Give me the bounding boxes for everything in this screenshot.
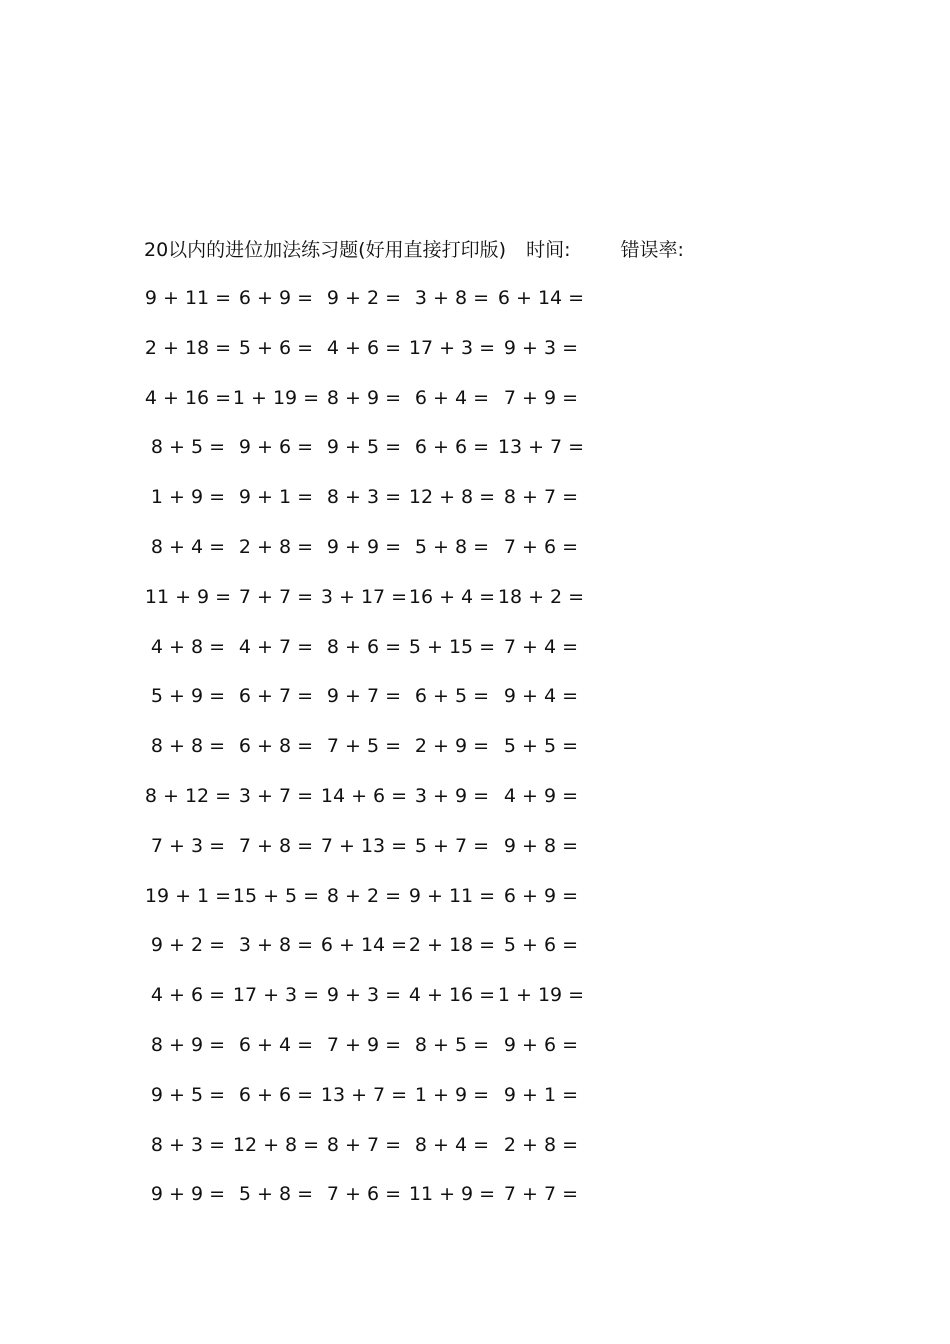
problem-grid <box>144 282 614 1228</box>
addition-problem: 7 + 6 = <box>326 1183 402 1206</box>
addition-problem: 5 + 8 = <box>238 1183 314 1206</box>
addition-problem: 7 + 9 = <box>326 1033 402 1056</box>
addition-problem: 17 + 3 = <box>408 336 496 359</box>
worksheet-title: 20以内的进位加法练习题(好用直接打印版) <box>144 239 507 261</box>
addition-problem: 12 + 8 = <box>408 486 496 509</box>
addition-problem: 4 + 9 = <box>503 784 579 807</box>
addition-problem: 9 + 5 = <box>150 1083 226 1106</box>
addition-problem: 3 + 8 = <box>414 287 490 309</box>
addition-problem: 7 + 5 = <box>326 735 402 758</box>
addition-problem: 9 + 2 = <box>150 934 226 957</box>
addition-problem: 2 + 18 = <box>144 336 232 359</box>
addition-problem: 13 + 7 = <box>320 1083 408 1106</box>
addition-problem: 19 + 1 = <box>144 884 232 907</box>
addition-problem: 8 + 4 = <box>414 1133 490 1156</box>
problem-row <box>144 929 614 979</box>
addition-problem: 9 + 11 = <box>144 287 232 309</box>
addition-problem: 9 + 9 = <box>150 1183 226 1206</box>
addition-problem: 7 + 9 = <box>503 386 579 409</box>
addition-problem: 8 + 7 = <box>503 486 579 509</box>
addition-problem: 8 + 9 = <box>150 1033 226 1056</box>
problem-row <box>144 282 614 332</box>
addition-problem: 4 + 16 = <box>144 386 232 409</box>
addition-problem: 3 + 9 = <box>414 784 490 807</box>
addition-problem: 15 + 5 = <box>232 884 320 907</box>
addition-problem: 2 + 8 = <box>238 535 314 558</box>
problem-row <box>144 1178 614 1228</box>
addition-problem: 7 + 7 = <box>503 1183 579 1206</box>
addition-problem: 8 + 2 = <box>326 884 402 907</box>
problem-row <box>144 531 614 581</box>
addition-problem: 5 + 15 = <box>408 635 496 658</box>
addition-problem: 9 + 8 = <box>503 834 579 857</box>
addition-problem: 12 + 8 = <box>232 1133 320 1156</box>
problem-row <box>144 730 614 780</box>
addition-problem: 5 + 6 = <box>503 934 579 957</box>
addition-problem: 2 + 18 = <box>408 934 496 957</box>
addition-problem: 6 + 7 = <box>238 685 314 708</box>
problem-row <box>144 1029 614 1079</box>
addition-problem: 9 + 2 = <box>326 287 402 309</box>
addition-problem: 9 + 6 = <box>238 436 314 459</box>
addition-problem: 7 + 6 = <box>503 535 579 558</box>
addition-problem: 17 + 3 = <box>232 984 320 1007</box>
addition-problem: 13 + 7 = <box>497 436 585 459</box>
time-label: 时间: <box>526 239 571 261</box>
addition-problem: 6 + 9 = <box>503 884 579 907</box>
addition-problem: 2 + 9 = <box>414 735 490 758</box>
addition-problem: 3 + 7 = <box>238 784 314 807</box>
addition-problem: 7 + 13 = <box>320 834 408 857</box>
addition-problem: 7 + 7 = <box>238 585 314 608</box>
problem-row <box>144 332 614 382</box>
worksheet-header <box>144 234 684 266</box>
addition-problem: 4 + 16 = <box>408 984 496 1007</box>
problem-row <box>144 631 614 681</box>
problem-row <box>144 382 614 432</box>
addition-problem: 8 + 9 = <box>326 386 402 409</box>
addition-problem: 4 + 6 = <box>150 984 226 1007</box>
addition-problem: 8 + 4 = <box>150 535 226 558</box>
addition-problem: 9 + 1 = <box>503 1083 579 1106</box>
addition-problem: 9 + 7 = <box>326 685 402 708</box>
addition-problem: 5 + 6 = <box>238 336 314 359</box>
addition-problem: 9 + 6 = <box>503 1033 579 1056</box>
addition-problem: 6 + 4 = <box>238 1033 314 1056</box>
problem-row <box>144 481 614 531</box>
addition-problem: 7 + 8 = <box>238 834 314 857</box>
problem-row <box>144 880 614 930</box>
addition-problem: 3 + 17 = <box>320 585 408 608</box>
addition-problem: 6 + 9 = <box>238 287 314 309</box>
addition-problem: 4 + 7 = <box>238 635 314 658</box>
problem-row <box>144 979 614 1029</box>
addition-problem: 9 + 1 = <box>238 486 314 509</box>
addition-problem: 6 + 14 = <box>497 287 585 309</box>
addition-problem: 11 + 9 = <box>144 585 232 608</box>
addition-problem: 6 + 8 = <box>238 735 314 758</box>
addition-problem: 8 + 8 = <box>150 735 226 758</box>
addition-problem: 8 + 3 = <box>150 1133 226 1156</box>
addition-problem: 7 + 3 = <box>150 834 226 857</box>
problem-row <box>144 830 614 880</box>
addition-problem: 6 + 6 = <box>414 436 490 459</box>
addition-problem: 8 + 5 = <box>150 436 226 459</box>
addition-problem: 6 + 6 = <box>238 1083 314 1106</box>
addition-problem: 9 + 5 = <box>326 436 402 459</box>
addition-problem: 8 + 12 = <box>144 784 232 807</box>
addition-problem: 2 + 8 = <box>503 1133 579 1156</box>
problem-row <box>144 581 614 631</box>
addition-problem: 7 + 4 = <box>503 635 579 658</box>
addition-problem: 1 + 19 = <box>497 984 585 1007</box>
addition-problem: 6 + 14 = <box>320 934 408 957</box>
problem-row <box>144 780 614 830</box>
addition-problem: 16 + 4 = <box>408 585 496 608</box>
addition-problem: 8 + 7 = <box>326 1133 402 1156</box>
addition-problem: 11 + 9 = <box>408 1183 496 1206</box>
addition-problem: 5 + 7 = <box>414 834 490 857</box>
addition-problem: 5 + 8 = <box>414 535 490 558</box>
addition-problem: 5 + 9 = <box>150 685 226 708</box>
addition-problem: 9 + 3 = <box>326 984 402 1007</box>
addition-problem: 4 + 8 = <box>150 635 226 658</box>
addition-problem: 8 + 6 = <box>326 635 402 658</box>
addition-problem: 9 + 9 = <box>326 535 402 558</box>
addition-problem: 1 + 9 = <box>150 486 226 509</box>
addition-problem: 1 + 9 = <box>414 1083 490 1106</box>
problem-row <box>144 1129 614 1179</box>
addition-problem: 8 + 3 = <box>326 486 402 509</box>
addition-problem: 9 + 4 = <box>503 685 579 708</box>
problem-row <box>144 680 614 730</box>
problem-row <box>144 431 614 481</box>
addition-problem: 9 + 11 = <box>408 884 496 907</box>
problem-row <box>144 1079 614 1129</box>
addition-problem: 4 + 6 = <box>326 336 402 359</box>
addition-problem: 14 + 6 = <box>320 784 408 807</box>
error-rate-label: 错误率: <box>620 239 684 261</box>
addition-problem: 5 + 5 = <box>503 735 579 758</box>
addition-problem: 1 + 19 = <box>232 386 320 409</box>
addition-problem: 3 + 8 = <box>238 934 314 957</box>
addition-problem: 6 + 4 = <box>414 386 490 409</box>
addition-problem: 18 + 2 = <box>497 585 585 608</box>
addition-problem: 6 + 5 = <box>414 685 490 708</box>
addition-problem: 8 + 5 = <box>414 1033 490 1056</box>
addition-problem: 9 + 3 = <box>503 336 579 359</box>
